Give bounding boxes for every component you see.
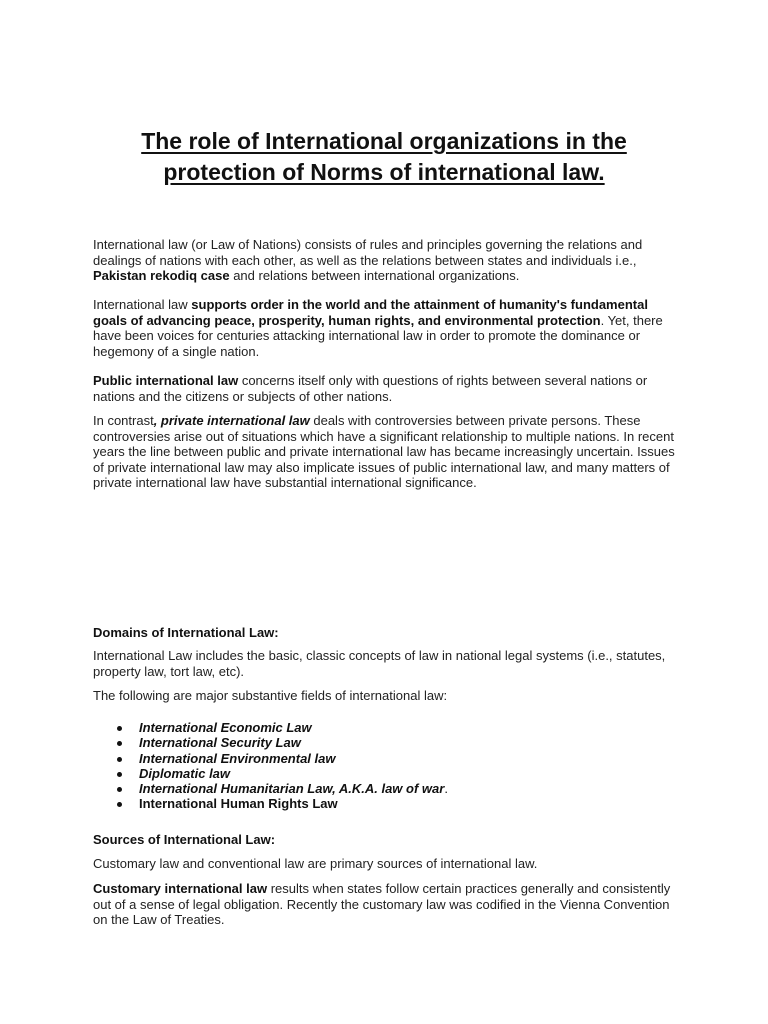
paragraph-fields-intro: The following are major substantive fields of international law: xyxy=(93,688,448,703)
paragraph-private-law: In contrast, private international law deals with controversies between private persons. These controversies arise out of situations which have a significant relationship to multiple nations. In recent years the line between public and private international law has became increasingly uncertain. Issues of private international law may also implicate issues of public international law, and many matters of private international law have substantial international significance. xyxy=(93,413,675,491)
paragraph-domains: International Law includes the basic, classic concepts of law in national legal systems (i.e., statutes, property law, tort law, etc). xyxy=(93,648,666,679)
paragraph-definition: International law (or Law of Nations) consists of rules and principles governing the relations and dealings of nations with each other, as well as the relations between states and individuals i.e., Pakistan rekodiq case and relations between international organizations. xyxy=(93,237,643,284)
paragraph-public-law: Public international law concerns itself only with questions of rights between several nations or nations and the citizens or subjects of other nations. xyxy=(93,373,648,404)
list-item: International Security Law xyxy=(93,735,683,750)
paragraph-sources: Customary law and conventional law are primary sources of international law. xyxy=(93,856,538,871)
list-item: International Humanitarian Law, A.K.A. law of war. xyxy=(93,781,683,796)
paragraph-purpose: International law supports order in the world and the attainment of humanity's fundamental goals of advancing peace, prosperity, human rights, and environmental protection. Yet, there have been voices for centuries attacking international law in order to promote the dominance or hegemony of a single nation. xyxy=(93,297,663,359)
title-line-1: The role of International organizations in the xyxy=(141,128,627,154)
list-item: International Human Rights Law xyxy=(93,796,683,811)
list-item: Diplomatic law xyxy=(93,766,683,781)
bold-term: Public international law xyxy=(93,373,239,388)
bold-phrase: Pakistan rekodiq case xyxy=(93,268,230,284)
title-line-2: protection of Norms of international law. xyxy=(163,159,605,185)
bold-phrase: supports order in the world and the attainment of humanity's fundamental goals of advancing peace, prosperity, human rights, and environmental protection xyxy=(93,297,648,328)
heading-sources: Sources of International Law: xyxy=(93,832,276,847)
paragraph-customary-law: Customary international law results when states follow certain practices generally and consistently out of a sense of legal obligation. Recently the customary law was codified in the Vienna Convention on the Law of Treaties. xyxy=(93,881,671,928)
bold-italic-term: , private international law xyxy=(153,413,310,428)
list-item: International Economic Law xyxy=(93,720,683,735)
bold-term: Customary international law xyxy=(93,881,268,896)
heading-domains: Domains of International Law: xyxy=(93,625,279,640)
fields-list xyxy=(93,720,683,812)
list-item: International Environmental law xyxy=(93,751,683,766)
page-title xyxy=(60,126,708,188)
